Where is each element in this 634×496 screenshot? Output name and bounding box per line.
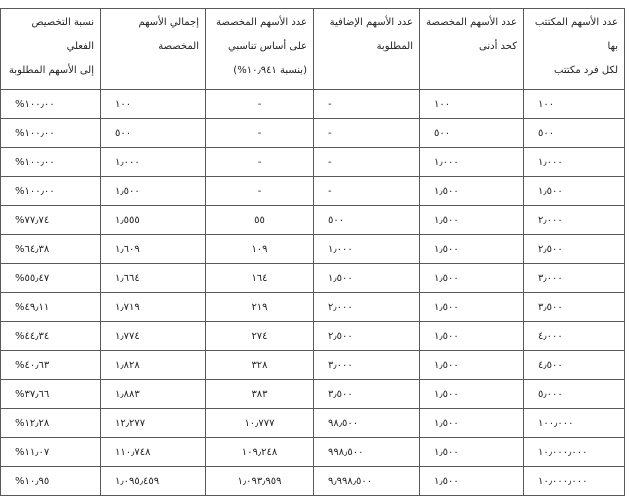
cell-subscribed: ٥٠٠ bbox=[524, 119, 625, 148]
table-row bbox=[1, 119, 625, 148]
cell-min-allocated: ١٠٠ bbox=[420, 90, 524, 119]
cell-additional: - bbox=[314, 148, 420, 177]
cell-subscribed: ٣٫٠٠٠ bbox=[524, 264, 625, 293]
cell-total: ١٫٦٦٤ bbox=[101, 264, 206, 293]
cell-subscribed: ٢٫٥٠٠ bbox=[524, 235, 625, 264]
cell-ratio: ١٠٫٩٥% bbox=[1, 467, 101, 496]
table-row bbox=[1, 264, 625, 293]
cell-proportional: ١٠٩٫٢٤٨ bbox=[206, 438, 314, 467]
cell-total: ١٫٨٢٨ bbox=[101, 351, 206, 380]
table-row bbox=[1, 206, 625, 235]
cell-proportional: - bbox=[206, 177, 314, 206]
cell-total: ١٢٫٢٧٧ bbox=[101, 409, 206, 438]
cell-ratio: ١٠٠٫٠٠% bbox=[1, 148, 101, 177]
cell-proportional: ٢٧٤ bbox=[206, 322, 314, 351]
cell-proportional: ٥٥ bbox=[206, 206, 314, 235]
header-additional-requested: عدد الأسهم الإضافية المطلوبة bbox=[314, 9, 420, 90]
table-row bbox=[1, 235, 625, 264]
cell-ratio: ١٠٠٫٠٠% bbox=[1, 119, 101, 148]
cell-subscribed: ٤٫٥٠٠ bbox=[524, 351, 625, 380]
cell-additional: ٣٫٥٠٠ bbox=[314, 380, 420, 409]
cell-total: ١٠٠ bbox=[101, 90, 206, 119]
cell-subscribed: ٥٫٠٠٠ bbox=[524, 380, 625, 409]
cell-min-allocated: ١٫٥٠٠ bbox=[420, 409, 524, 438]
allocation-table bbox=[0, 8, 625, 496]
cell-additional: ٩٫٩٩٨٫٥٠٠ bbox=[314, 467, 420, 496]
cell-additional: ٩٩٨٫٥٠٠ bbox=[314, 438, 420, 467]
cell-additional: - bbox=[314, 90, 420, 119]
cell-ratio: ٣٧٫٦٦% bbox=[1, 380, 101, 409]
cell-total: ١٫٨٨٣ bbox=[101, 380, 206, 409]
table-row bbox=[1, 177, 625, 206]
header-actual-allocation-ratio: نسبة التخصيص الفعلي إلى الأسهم المطلوبة bbox=[1, 9, 101, 90]
cell-total: ١٫٥٥٥ bbox=[101, 206, 206, 235]
table-row bbox=[1, 351, 625, 380]
cell-proportional: - bbox=[206, 148, 314, 177]
cell-ratio: ١١٫٠٧% bbox=[1, 438, 101, 467]
cell-min-allocated: ١٫٥٠٠ bbox=[420, 264, 524, 293]
cell-total: ١٫٧١٩ bbox=[101, 293, 206, 322]
cell-proportional: ١٦٤ bbox=[206, 264, 314, 293]
cell-subscribed: ١٠٫٠٠٠٫٠٠٠ bbox=[524, 438, 625, 467]
cell-subscribed: ١٫٠٠٠ bbox=[524, 148, 625, 177]
cell-proportional: ١٫٠٩٣٫٩٥٩ bbox=[206, 467, 314, 496]
cell-ratio: ٦٤٫٣٨% bbox=[1, 235, 101, 264]
cell-additional: - bbox=[314, 119, 420, 148]
cell-subscribed: ١٫٥٠٠ bbox=[524, 177, 625, 206]
cell-ratio: ٤٤٫٣٤% bbox=[1, 322, 101, 351]
table-body bbox=[1, 90, 625, 496]
cell-ratio: ٥٥٫٤٧% bbox=[1, 264, 101, 293]
table-row bbox=[1, 438, 625, 467]
cell-subscribed: ٣٫٥٠٠ bbox=[524, 293, 625, 322]
table-row bbox=[1, 90, 625, 119]
table-row bbox=[1, 409, 625, 438]
table-row bbox=[1, 322, 625, 351]
cell-subscribed: ٤٫٠٠٠ bbox=[524, 322, 625, 351]
cell-min-allocated: ١٫٥٠٠ bbox=[420, 380, 524, 409]
cell-ratio: ١٠٠٫٠٠% bbox=[1, 90, 101, 119]
table-row bbox=[1, 148, 625, 177]
header-min-allocated: عدد الأسهم المخصصة كحد أدنى bbox=[420, 9, 524, 90]
cell-additional: ١٫٠٠٠ bbox=[314, 235, 420, 264]
cell-total: ١٫٦٠٩ bbox=[101, 235, 206, 264]
cell-min-allocated: ١٫٥٠٠ bbox=[420, 177, 524, 206]
cell-total: ١١٠٫٧٤٨ bbox=[101, 438, 206, 467]
cell-ratio: ١٢٫٢٨% bbox=[1, 409, 101, 438]
cell-min-allocated: ١٫٥٠٠ bbox=[420, 351, 524, 380]
cell-subscribed: ١٠٠ bbox=[524, 90, 625, 119]
cell-proportional: ٣٨٣ bbox=[206, 380, 314, 409]
cell-additional: ٣٫٠٠٠ bbox=[314, 351, 420, 380]
table-row bbox=[1, 293, 625, 322]
cell-min-allocated: ١٫٥٠٠ bbox=[420, 467, 524, 496]
cell-proportional: ٣٢٨ bbox=[206, 351, 314, 380]
cell-total: ١٫٥٠٠ bbox=[101, 177, 206, 206]
cell-min-allocated: ١٫٥٠٠ bbox=[420, 322, 524, 351]
cell-proportional: - bbox=[206, 90, 314, 119]
cell-ratio: ١٠٠٫٠٠% bbox=[1, 177, 101, 206]
header-total-allocated: إجمالي الأسهم المخصصة bbox=[101, 9, 206, 90]
cell-min-allocated: ١٫٥٠٠ bbox=[420, 206, 524, 235]
cell-min-allocated: ١٫٠٠٠ bbox=[420, 148, 524, 177]
cell-subscribed: ١٠٠٫٠٠٠ bbox=[524, 409, 625, 438]
header-row bbox=[1, 9, 625, 90]
cell-min-allocated: ٥٠٠ bbox=[420, 119, 524, 148]
cell-additional: ٩٨٫٥٠٠ bbox=[314, 409, 420, 438]
cell-proportional: ٢١٩ bbox=[206, 293, 314, 322]
cell-total: ٥٠٠ bbox=[101, 119, 206, 148]
cell-proportional: - bbox=[206, 119, 314, 148]
header-subscribed-shares: عدد الأسهم المكتتب بها لكل فرد مكتتب bbox=[524, 9, 625, 90]
cell-min-allocated: ١٫٥٠٠ bbox=[420, 235, 524, 264]
cell-ratio: ٧٧٫٧٤% bbox=[1, 206, 101, 235]
cell-subscribed: ١٠٫٠٠٠٫٠٠٠ bbox=[524, 467, 625, 496]
cell-min-allocated: ١٫٥٠٠ bbox=[420, 438, 524, 467]
cell-additional: ٢٫٠٠٠ bbox=[314, 293, 420, 322]
cell-additional: ٢٫٥٠٠ bbox=[314, 322, 420, 351]
cell-additional: - bbox=[314, 177, 420, 206]
table-row bbox=[1, 380, 625, 409]
cell-additional: ٥٠٠ bbox=[314, 206, 420, 235]
cell-proportional: ١٠٩ bbox=[206, 235, 314, 264]
cell-min-allocated: ١٫٥٠٠ bbox=[420, 293, 524, 322]
table-row bbox=[1, 467, 625, 496]
cell-additional: ١٫٥٠٠ bbox=[314, 264, 420, 293]
cell-total: ١٫٠٠٠ bbox=[101, 148, 206, 177]
cell-ratio: ٤٩٫١١% bbox=[1, 293, 101, 322]
cell-total: ١٫٠٩٥٫٤٥٩ bbox=[101, 467, 206, 496]
header-proportional-allocated: عدد الأسهم المخصصة على أساس تناسبي (بنسبة ١٠٫٩٤١%) bbox=[206, 9, 314, 90]
cell-subscribed: ٢٫٠٠٠ bbox=[524, 206, 625, 235]
cell-ratio: ٤٠٫٦٣% bbox=[1, 351, 101, 380]
cell-proportional: ١٠٫٧٧٧ bbox=[206, 409, 314, 438]
cell-total: ١٫٧٧٤ bbox=[101, 322, 206, 351]
